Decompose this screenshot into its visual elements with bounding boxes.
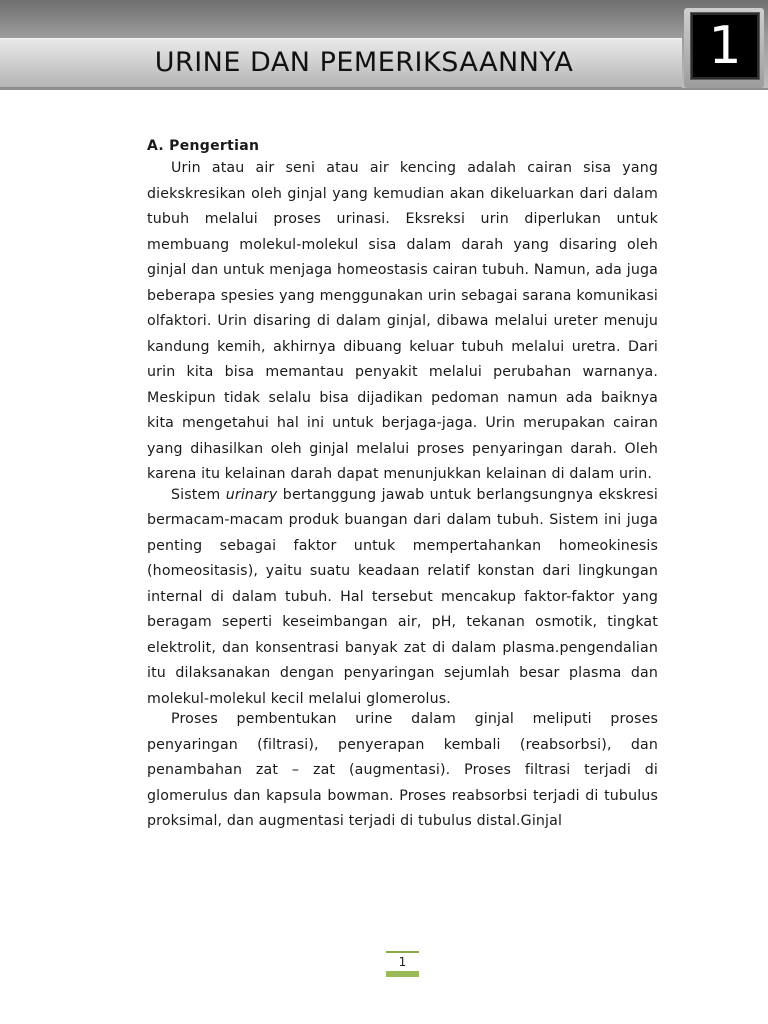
section-heading: A. Pengertian bbox=[147, 138, 260, 154]
paragraph-2-italic-term: urinary bbox=[225, 486, 278, 503]
paragraph-2-rest: bertanggung jawab untuk berlangsungnya ekskresi bermacam-macam produk buangan dari dalam tubuh. Sistem ini juga penting sebagai faktor untuk mempertahankan homeokinesis (homeositasis), yaitu suatu keadaan relatif konstan dari lingkungan internal di dalam tubuh. Hal tersebut mencakup faktor-faktor yang beragam seperti keseimbangan air, pH, tekanan osmotik, tingkat elektrolit, dan konsentrasi banyak zat di dalam plasma.pengendalian itu dilaksanakan dengan penyaringan sejumlah besar plasma dan molekul-molekul kecil melalui glomerolus. bbox=[147, 486, 659, 707]
chapter-number: 1 bbox=[708, 16, 742, 76]
chapter-number-box bbox=[690, 12, 760, 80]
page-title: URINE DAN PEMERIKSAANNYA bbox=[154, 47, 574, 78]
page-footer bbox=[386, 951, 419, 977]
title-bar bbox=[0, 38, 682, 88]
footer-top-line bbox=[386, 951, 419, 953]
paragraph-2-start: Sistem bbox=[171, 486, 226, 503]
paragraph-2 bbox=[147, 483, 658, 713]
paragraph-1: Urin atau air seni atau air kencing adalah cairan sisa yang diekskresikan oleh ginjal yang kemudian akan dikeluarkan dari dalam tubuh melalui proses urinasi. Eksreksi urin diperlukan untuk membuang molekul-molekul sisa dalam darah yang disaring oleh ginjal dan untuk menjaga homeostasis cairan tubuh. Namun, ada juga beberapa spesies yang menggunakan urin sebagai sarana komunikasi olfaktori. Urin disaring di dalam ginjal, dibawa melalui ureter menuju kandung kemih, akhirnya dibuang keluar tubuh melalui uretra. Dari urin kita bisa memantau penyakit melalui perubahan warnanya. Meskipun tidak selalu bisa dijadikan pedoman namun ada baiknya kita mengetahui hal ini untuk berjaga-jaga. Urin merupakan cairan yang dihasilkan oleh ginjal melalui proses penyaringan darah. Oleh karena itu kelainan darah dapat menunjukkan kelainan di dalam urin. bbox=[147, 160, 658, 482]
footer-accent-bar bbox=[386, 971, 419, 977]
paragraph-3: Proses pembentukan urine dalam ginjal meliputi proses penyaringan (filtrasi), penyerapan kembali (reabsorbsi), dan penambahan zat – zat (augmentasi). Proses filtrasi terjadi di glomerulus dan kapsula bowman. Proses reabsorbsi terjadi di tubulus proksimal, dan augmentasi terjadi di tubulus distal.Ginjal bbox=[147, 711, 658, 829]
document-body bbox=[147, 136, 658, 835]
page-number: 1 bbox=[398, 955, 407, 969]
